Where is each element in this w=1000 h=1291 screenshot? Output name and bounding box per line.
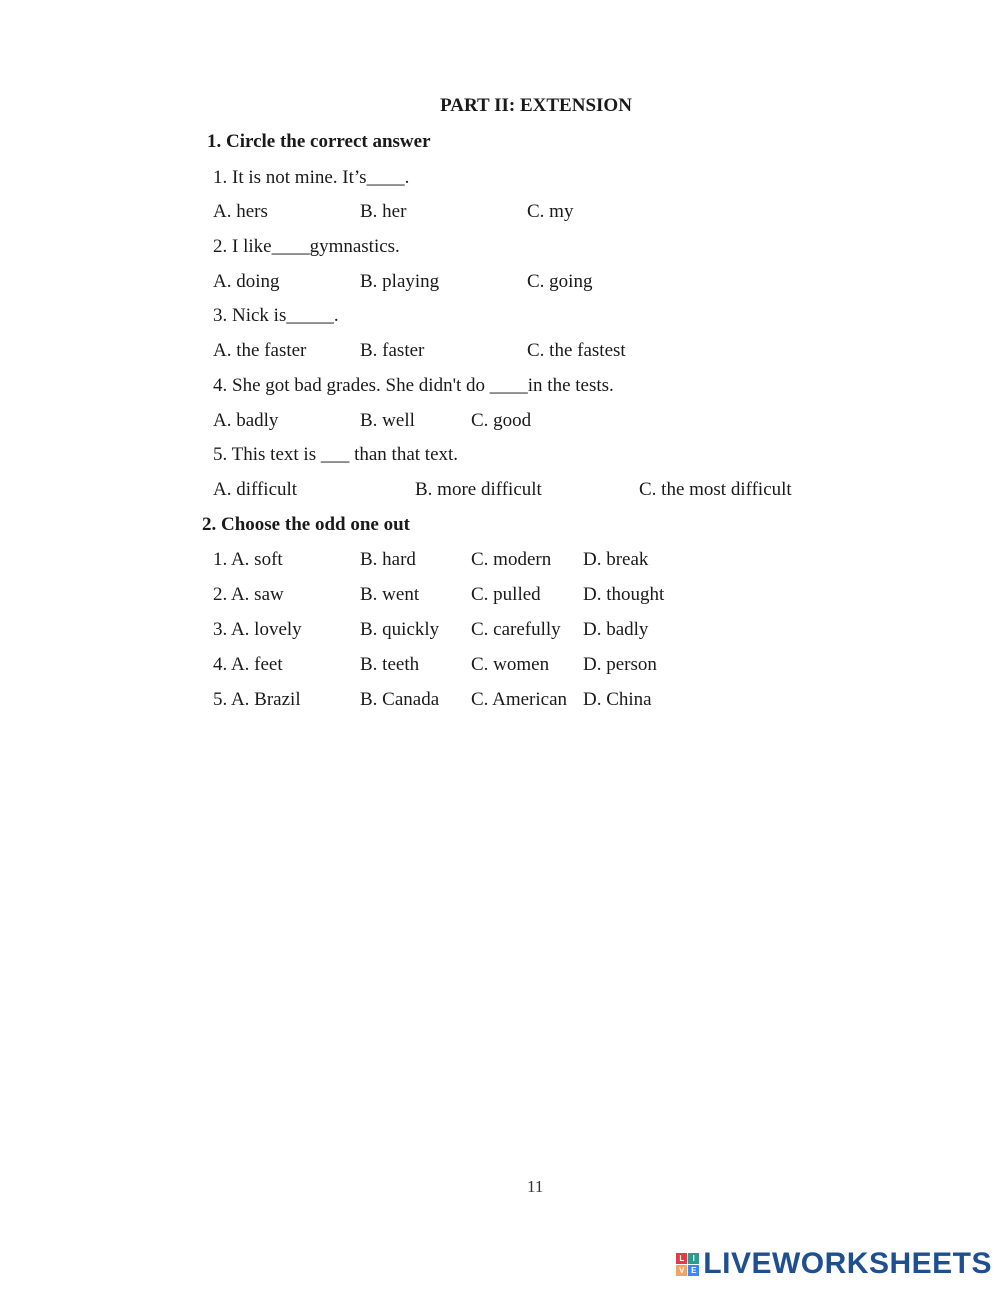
liveworksheets-logo-icon [676, 1253, 699, 1276]
odd-3-option-c[interactable]: C. carefully [471, 619, 561, 640]
odd-1-option-a[interactable]: 1. A. soft [213, 549, 283, 570]
odd-5-option-b[interactable]: B. Canada [360, 689, 440, 710]
odd-4-option-a[interactable]: 4. A. feet [213, 654, 283, 675]
question-4-stem: 4. She got bad grades. She didn't do ____in the tests. [213, 375, 614, 396]
question-5-option-b[interactable]: B. more difficult [415, 479, 542, 500]
page-number: 11 [527, 1177, 544, 1196]
logo-tile-i: I [688, 1253, 699, 1264]
odd-5-option-d[interactable]: D. China [583, 689, 652, 710]
section-1-heading: 1. Circle the correct answer [207, 131, 431, 152]
question-1-stem: 1. It is not mine. It’s____. [213, 167, 410, 188]
logo-tile-v: V [676, 1265, 687, 1276]
liveworksheets-brand[interactable] [676, 1247, 992, 1281]
question-4-option-c[interactable]: C. good [471, 410, 532, 431]
question-1-option-c[interactable]: C. my [527, 201, 574, 222]
logo-tile-e: E [688, 1265, 699, 1276]
question-3-option-a[interactable]: A. the faster [213, 340, 307, 361]
question-5-option-a[interactable]: A. difficult [213, 479, 298, 500]
odd-3-option-b[interactable]: B. quickly [360, 619, 440, 640]
question-3-stem: 3. Nick is_____. [213, 305, 339, 326]
question-5-option-c[interactable]: C. the most difficult [639, 479, 792, 500]
odd-4-option-c[interactable]: C. women [471, 654, 550, 675]
odd-3-option-a[interactable]: 3. A. lovely [213, 619, 302, 640]
page-title: PART II: EXTENSION [440, 95, 632, 116]
question-5-stem: 5. This text is ___ than that text. [213, 444, 459, 465]
odd-2-option-d[interactable]: D. thought [583, 584, 665, 605]
odd-5-option-a[interactable]: 5. A. Brazil [213, 689, 301, 710]
question-3-option-c[interactable]: C. the fastest [527, 340, 626, 361]
question-3-option-b[interactable]: B. faster [360, 340, 425, 361]
odd-2-option-c[interactable]: C. pulled [471, 584, 541, 605]
odd-2-option-b[interactable]: B. went [360, 584, 420, 605]
odd-1-option-d[interactable]: D. break [583, 549, 649, 570]
logo-tile-l: L [676, 1253, 687, 1264]
question-2-option-b[interactable]: B. playing [360, 271, 440, 292]
odd-5-option-c[interactable]: C. American [471, 689, 568, 710]
odd-1-option-b[interactable]: B. hard [360, 549, 416, 570]
odd-1-option-c[interactable]: C. modern [471, 549, 552, 570]
question-2-option-c[interactable]: C. going [527, 271, 593, 292]
question-4-option-b[interactable]: B. well [360, 410, 415, 431]
question-2-option-a[interactable]: A. doing [213, 271, 280, 292]
question-2-stem: 2. I like____gymnastics. [213, 236, 400, 257]
section-2-heading: 2. Choose the odd one out [202, 514, 410, 535]
odd-4-option-b[interactable]: B. teeth [360, 654, 420, 675]
odd-3-option-d[interactable]: D. badly [583, 619, 649, 640]
odd-2-option-a[interactable]: 2. A. saw [213, 584, 284, 605]
brand-name: LIVEWORKSHEETS [703, 1247, 992, 1280]
question-1-option-b[interactable]: B. her [360, 201, 407, 222]
question-1-option-a[interactable]: A. hers [213, 201, 268, 222]
question-4-option-a[interactable]: A. badly [213, 410, 279, 431]
odd-4-option-d[interactable]: D. person [583, 654, 657, 675]
